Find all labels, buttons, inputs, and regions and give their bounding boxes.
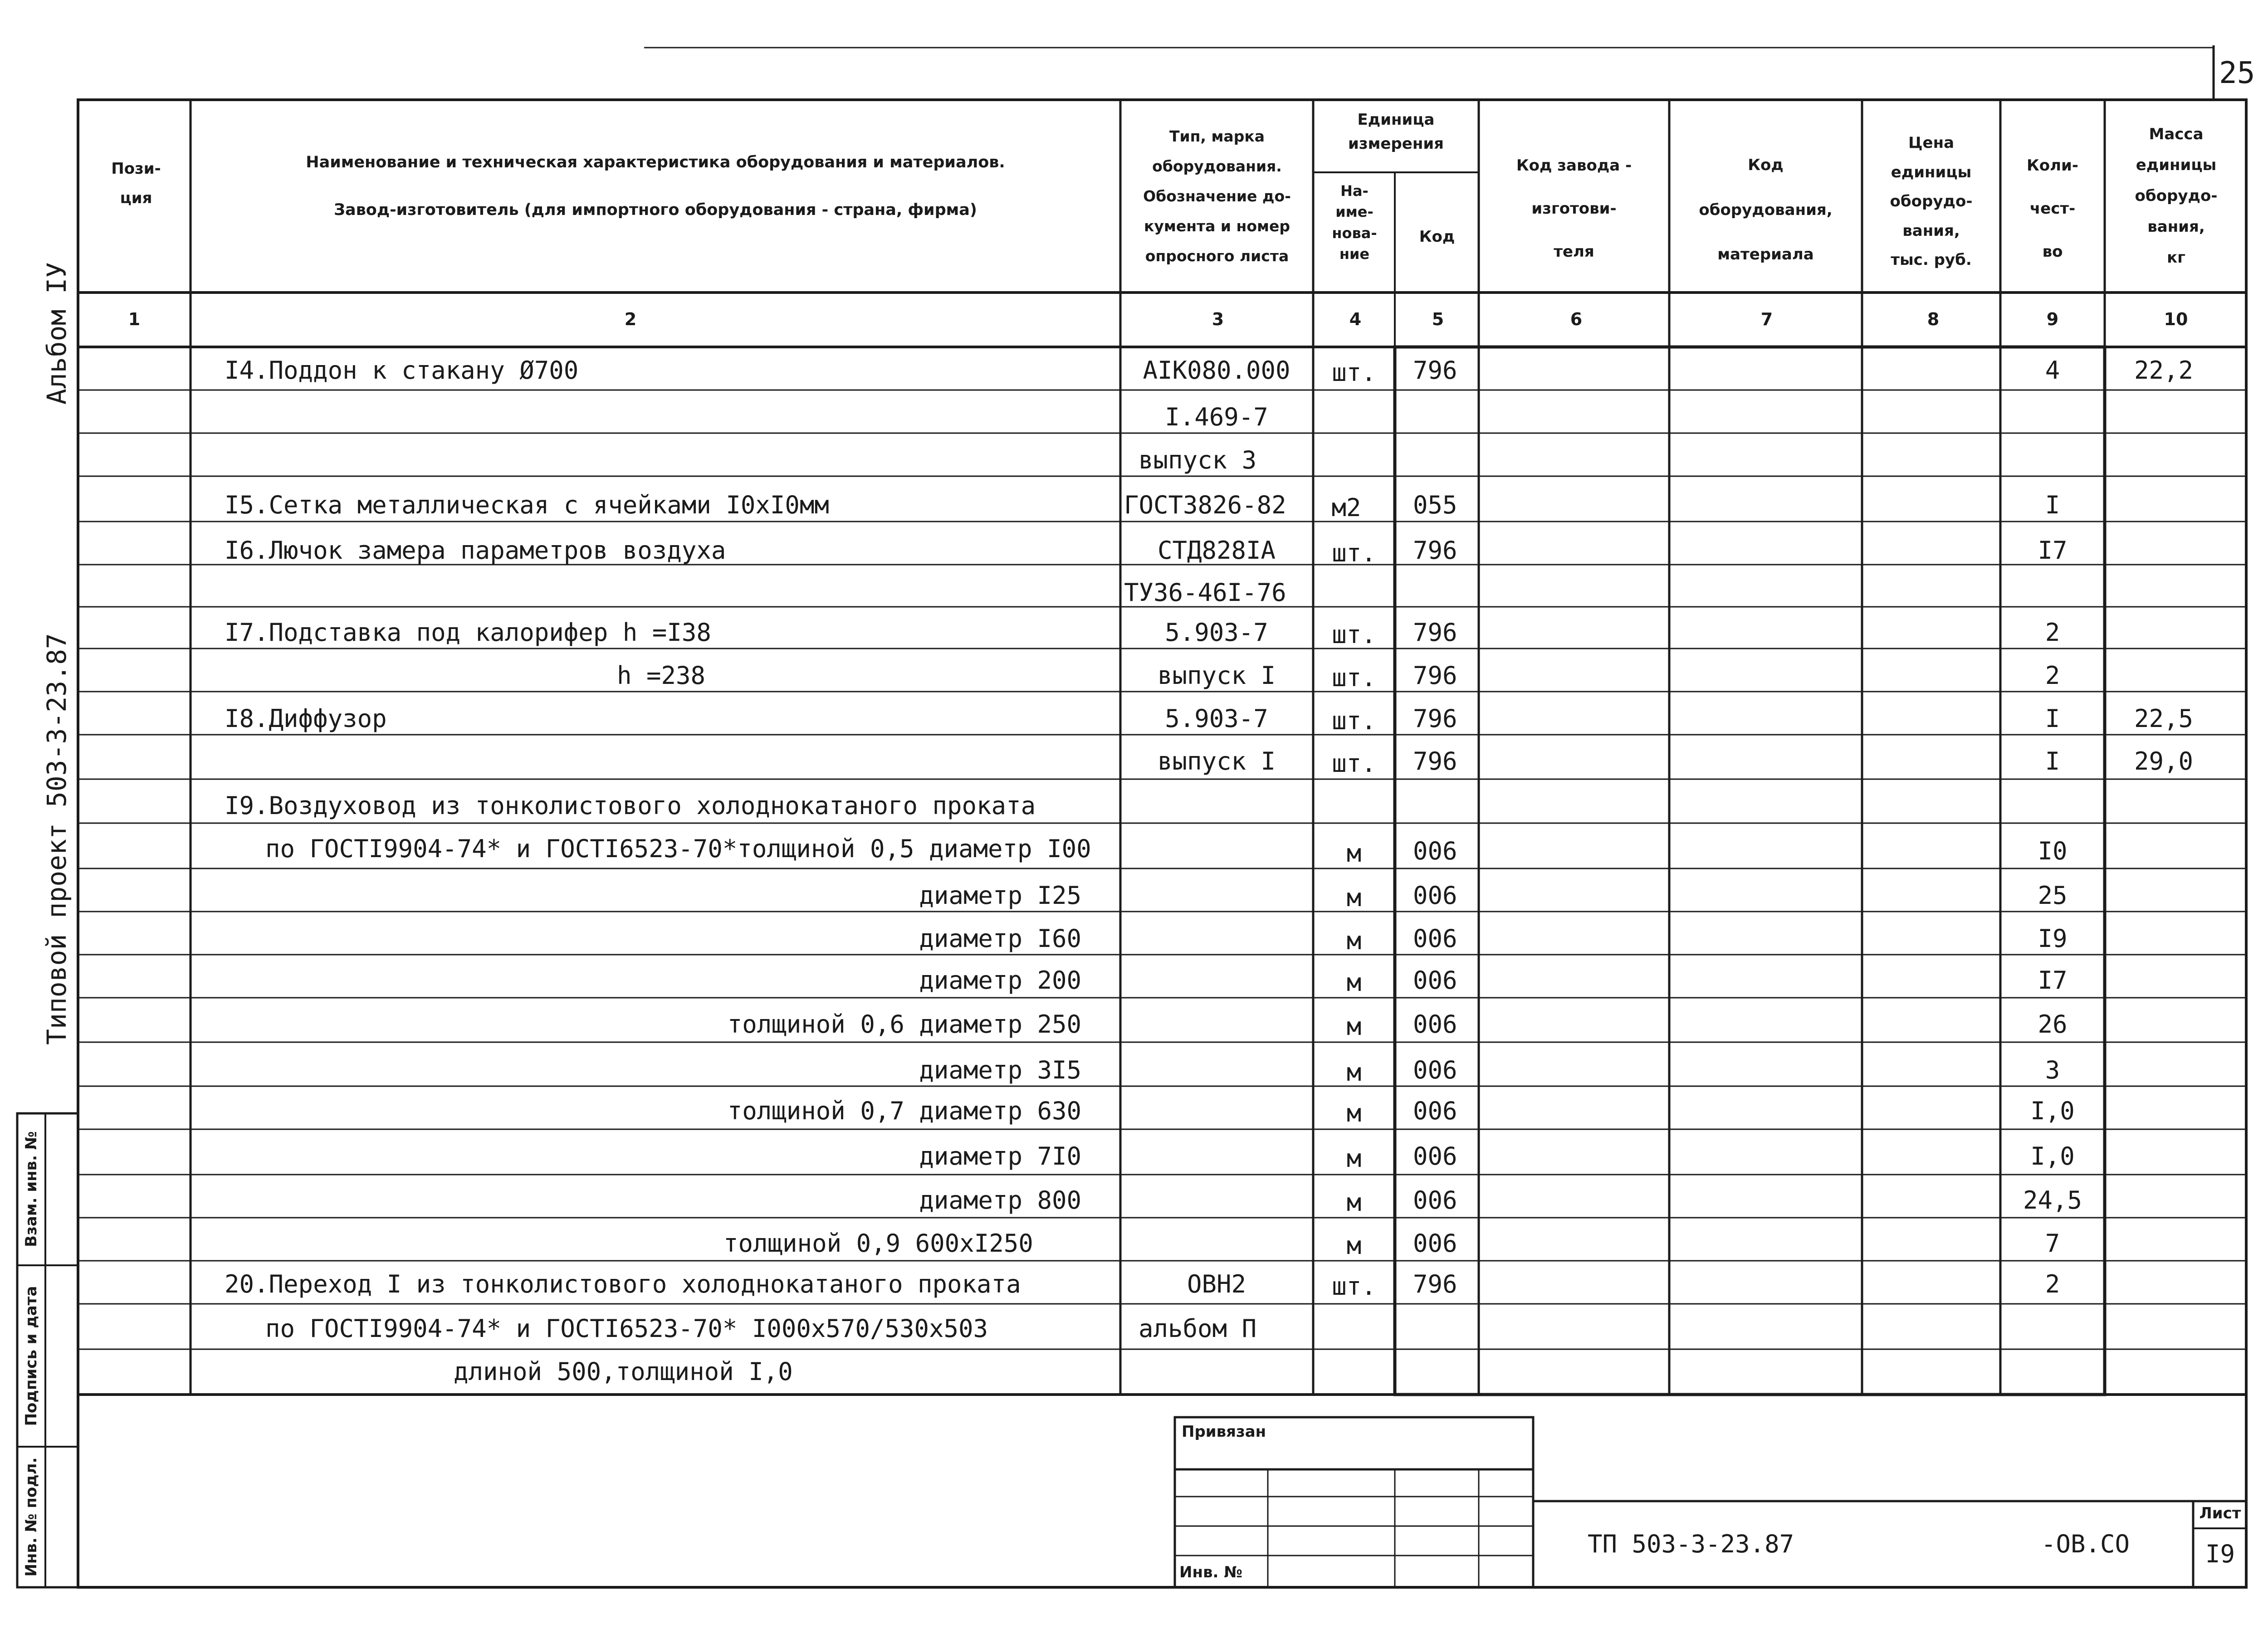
row-code: 006 (1413, 966, 1457, 995)
row-qty: I,0 (2030, 1097, 2075, 1125)
row-name: толщиной 0,7 диаметр 630 (727, 1097, 1081, 1125)
row-qty: 3 (2045, 1056, 2060, 1084)
row-type: АIК080.000 (1143, 356, 1290, 385)
row-name: I9.Воздуховод из тонколистового холоднокатаного проката (225, 791, 1036, 820)
stamp-doc-suffix: -ОВ.СО (2041, 1530, 2130, 1558)
page-number: 25 (2219, 55, 2255, 90)
stamp-privyazan: Привязан (1182, 1423, 1266, 1441)
row-unit: м (1346, 839, 1362, 868)
row-type: выпуск I (1157, 661, 1276, 690)
column-number-5: 5 (1432, 309, 1444, 329)
row-name: I4.Поддон к стакану Ø700 (225, 356, 579, 385)
column-number-9: 9 (2046, 309, 2059, 329)
header-type: Тип, марка оборудования. Обозначение до- кумента и номер опросного листа (1143, 127, 1291, 265)
row-name: толщиной 0,6 диаметр 250 (727, 1010, 1081, 1039)
row-unit: шт. (1332, 539, 1376, 567)
row-code: 006 (1413, 881, 1457, 910)
row-name: диаметр 3I5 (919, 1056, 1081, 1084)
row-code: 796 (1413, 618, 1457, 647)
row-unit: шт. (1332, 620, 1376, 649)
header-unit-code: Код (1419, 228, 1455, 246)
row-unit: м (1346, 1144, 1362, 1173)
column-number-7: 7 (1760, 309, 1773, 329)
row-unit: м (1346, 1099, 1362, 1127)
header-unit: Единица измерения (1348, 111, 1444, 153)
row-type: ОВН2 (1187, 1270, 1246, 1298)
row-unit: шт. (1332, 358, 1376, 387)
row-type: I.469-7 (1165, 403, 1268, 431)
row-qty: I7 (2038, 536, 2068, 565)
row-unit: м (1346, 883, 1362, 912)
row-qty: I (2045, 704, 2060, 733)
row-code: 006 (1413, 1010, 1457, 1039)
column-number-6: 6 (1570, 309, 1583, 329)
header-quantity: Коли- чест- во (2027, 156, 2078, 261)
row-mass: 22,5 (2134, 704, 2194, 733)
row-code: 006 (1413, 1186, 1457, 1215)
row-code: 006 (1413, 1056, 1457, 1084)
header-price: Цена единицы оборудо- вания, тыс. руб. (1890, 134, 1973, 269)
row-qty: I9 (2038, 924, 2068, 953)
row-name: 20.Переход I из тонколистового холоднокатаного проката (225, 1270, 1021, 1298)
row-code: 006 (1413, 1229, 1457, 1258)
column-number-10: 10 (2164, 309, 2188, 329)
row-code: 796 (1413, 356, 1457, 385)
row-code: 796 (1413, 1270, 1457, 1298)
row-unit: м (1346, 1012, 1362, 1041)
row-name: диаметр 800 (919, 1186, 1081, 1215)
row-code: 796 (1413, 704, 1457, 733)
row-code: 006 (1413, 1142, 1457, 1171)
row-unit: м (1346, 1188, 1362, 1217)
row-name: длиной 500,толщиной I,0 (454, 1357, 793, 1386)
row-name: I7.Подставка под калорифер h =I38 (225, 618, 711, 647)
row-unit: м (1346, 968, 1362, 997)
vzam-inv-label: Взам. инв. № (22, 1131, 40, 1247)
row-qty: 7 (2045, 1229, 2060, 1258)
row-code: 006 (1413, 1097, 1457, 1125)
row-name: I6.Лючок замера параметров воздуха (225, 536, 726, 565)
row-type: альбом П (1139, 1314, 1257, 1343)
row-qty: 2 (2045, 1270, 2060, 1298)
column-number-8: 8 (1927, 309, 1940, 329)
row-qty: I (2045, 491, 2060, 519)
row-unit: шт. (1332, 663, 1376, 692)
row-qty: I,0 (2030, 1142, 2075, 1171)
row-name: h =238 (617, 661, 706, 690)
column-number-4: 4 (1349, 309, 1362, 329)
row-code: 055 (1413, 491, 1457, 519)
row-type: ТУ36-46I-76 (1124, 578, 1286, 607)
row-qty: 2 (2045, 661, 2060, 690)
stamp-doc-code: ТП 503-3-23.87 (1588, 1530, 1794, 1558)
row-name: диаметр I25 (919, 881, 1081, 910)
row-type: ГОСТ3826-82 (1124, 491, 1286, 519)
row-type: СТД828IА (1157, 536, 1276, 565)
row-type: 5.903-7 (1165, 618, 1268, 647)
row-code: 796 (1413, 747, 1457, 776)
row-type: выпуск 3 (1139, 446, 1257, 474)
row-name: I5.Сетка металлическая с ячейками I0хI0мм (225, 491, 829, 519)
row-qty: 2 (2045, 618, 2060, 647)
column-number-3: 3 (1212, 309, 1224, 329)
row-name: диаметр I60 (919, 924, 1081, 953)
album-side-label: Альбом IУ (41, 262, 72, 405)
header-position: Пози- ция (111, 160, 161, 207)
row-qty: 4 (2045, 356, 2060, 385)
row-name: I8.Диффузор (225, 704, 387, 733)
header-factory-code: Код завода - изготови- теля (1516, 156, 1632, 261)
stamp-sheet-number: I9 (2205, 1540, 2235, 1568)
header-unit-name: На- име- нова- ние (1332, 182, 1377, 263)
row-qty: I7 (2038, 966, 2068, 995)
row-qty: 24,5 (2023, 1186, 2082, 1215)
row-code: 006 (1413, 924, 1457, 953)
row-name: толщиной 0,9 600хI250 (723, 1229, 1033, 1258)
header-name-line1: Наименование и техническая характеристика оборудования и материалов. (306, 153, 1005, 171)
row-type: 5.903-7 (1165, 704, 1268, 733)
row-code: 796 (1413, 661, 1457, 690)
row-unit: шт. (1332, 1272, 1376, 1301)
column-number-2: 2 (624, 309, 637, 329)
row-name: диаметр 7I0 (919, 1142, 1081, 1171)
row-qty: I (2045, 747, 2060, 776)
row-mass: 29,0 (2134, 747, 2194, 776)
project-side-label: Типовой проект 503-3-23.87 (41, 633, 72, 1045)
row-unit: м (1346, 927, 1362, 955)
row-code: 796 (1413, 536, 1457, 565)
row-unit: м (1346, 1058, 1362, 1087)
row-name: по ГОСТI9904-74* и ГОСТI6523-70* I000х570/530х503 (265, 1314, 988, 1343)
header-mass: Масса единицы оборудо- вания, кг (2135, 125, 2218, 267)
row-qty: 25 (2038, 881, 2068, 910)
row-qty: I0 (2038, 837, 2068, 865)
row-unit: м2 (1331, 493, 1361, 522)
header-name-line2: Завод-изготовитель (для импортного оборудования - страна, фирма) (334, 201, 977, 219)
column-number-1: 1 (128, 309, 141, 329)
row-unit: шт. (1332, 749, 1376, 778)
stamp-sheet-label: Лист (2199, 1504, 2241, 1522)
row-type: выпуск I (1157, 747, 1276, 776)
row-qty: 26 (2038, 1010, 2068, 1039)
stamp-inv-no: Инв. № (1179, 1563, 1243, 1581)
row-name: диаметр 200 (919, 966, 1081, 995)
row-name: по ГОСТI9904-74* и ГОСТI6523-70*толщиной 0,5 диаметр I00 (265, 834, 1091, 863)
inv-podl-label: Инв. № подл. (22, 1457, 40, 1577)
podpis-data-label: Подпись и дата (22, 1286, 40, 1426)
header-equipment-code: Код оборудования, материала (1699, 156, 1833, 264)
row-code: 006 (1413, 837, 1457, 865)
row-unit: м (1346, 1231, 1362, 1260)
row-mass: 22,2 (2134, 356, 2194, 385)
row-unit: шт. (1332, 707, 1376, 735)
